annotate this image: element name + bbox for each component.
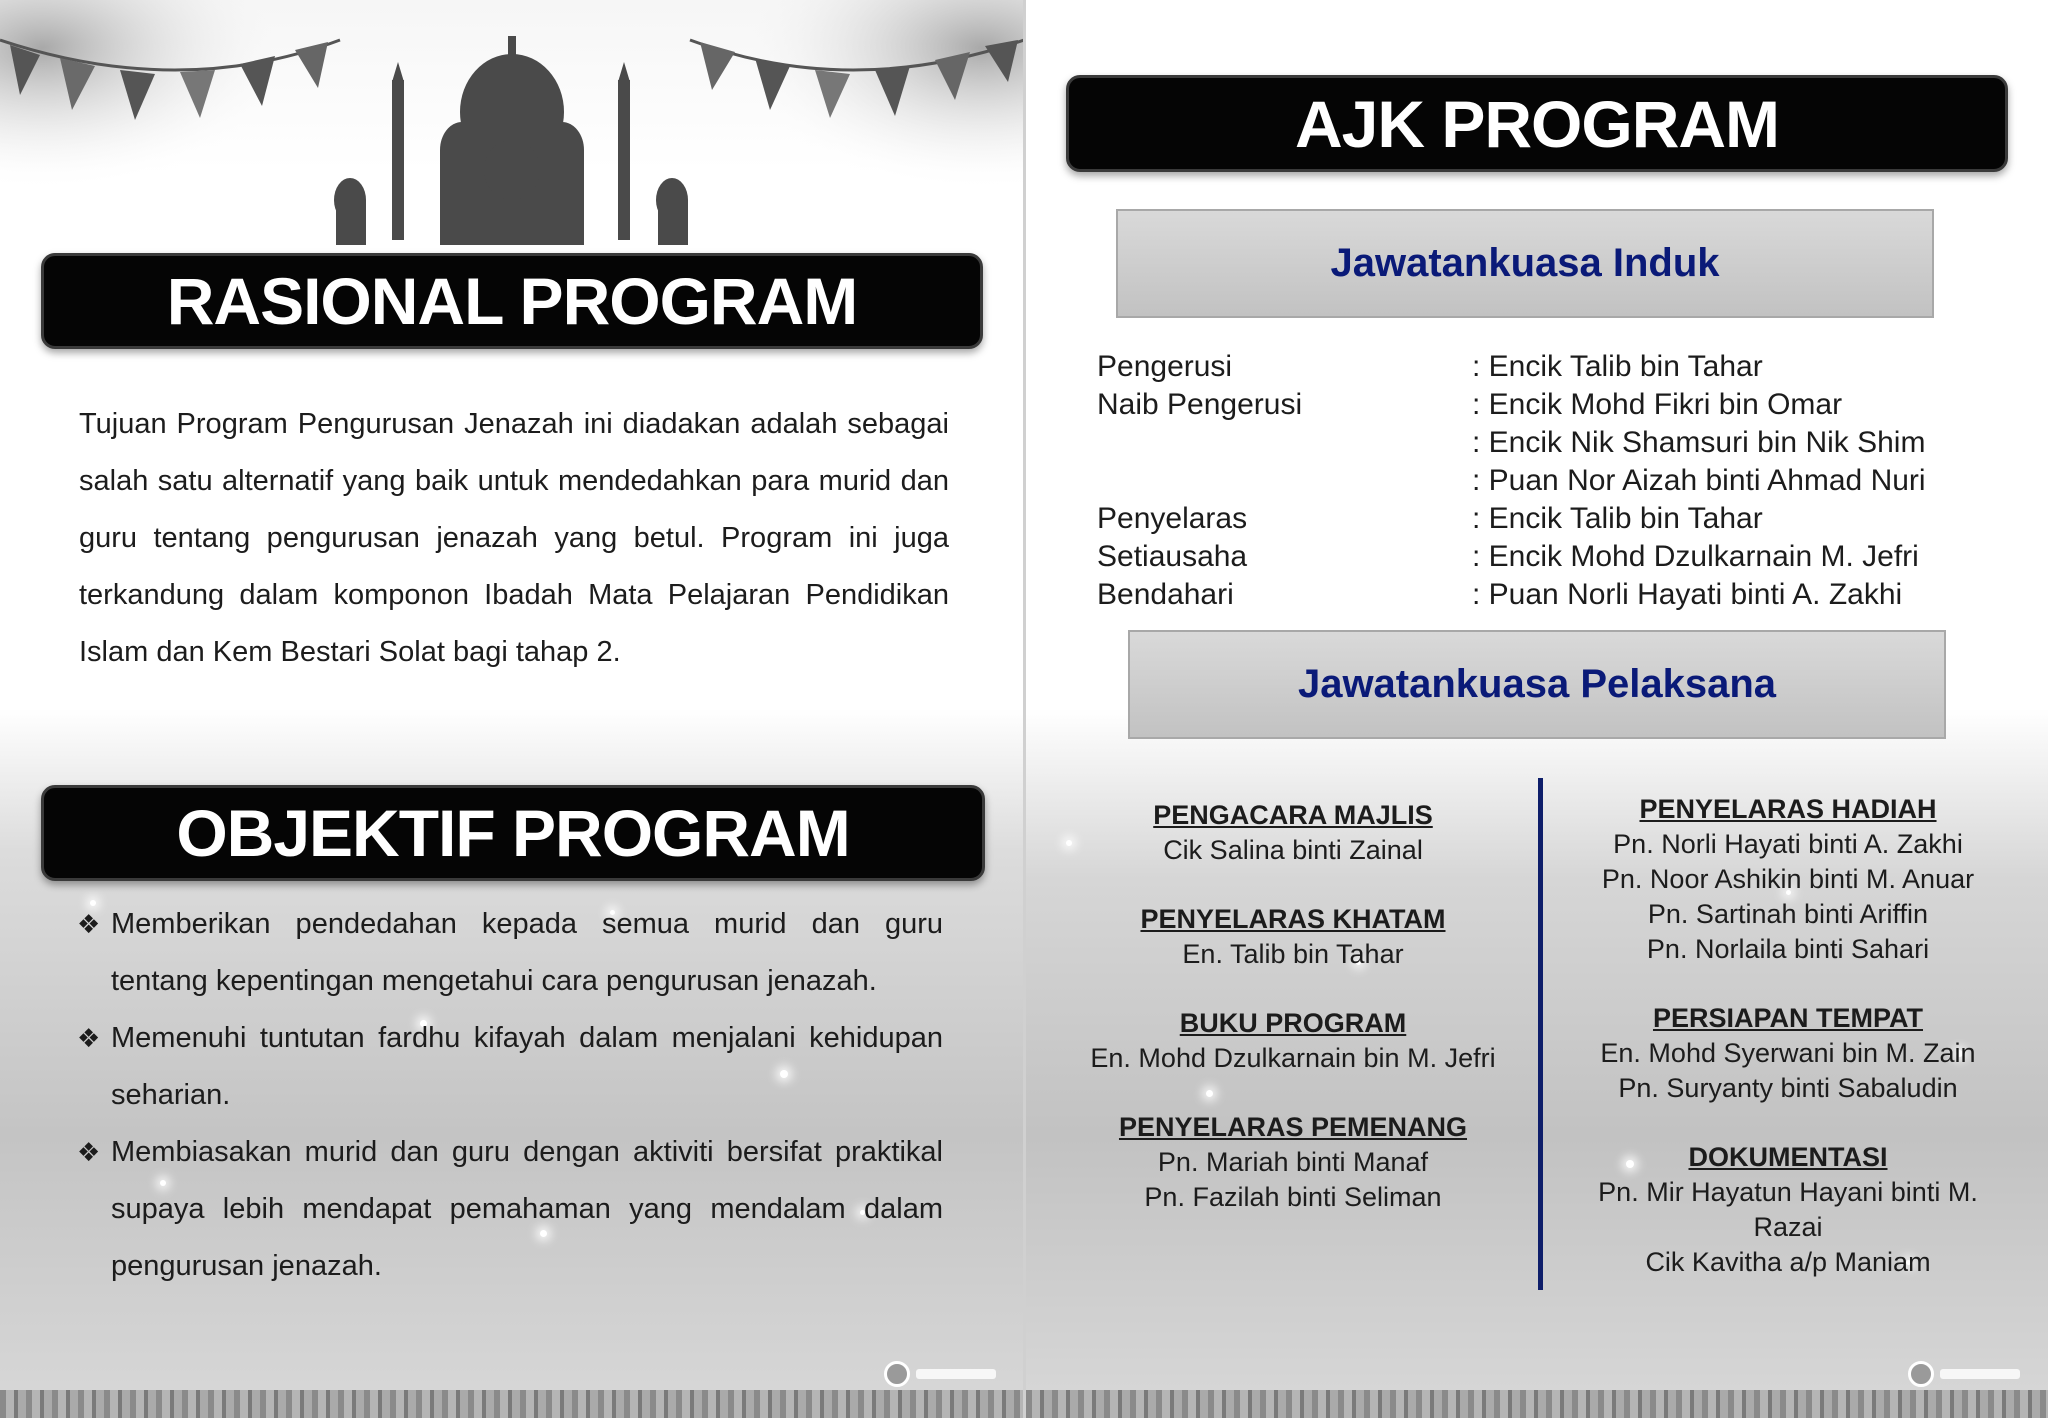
list-item: Setiausaha : Encik Mohd Dzulkarnain M. Jefri [1097,540,1919,573]
role-title: PENYELARAS HADIAH [1639,794,1937,824]
list-item: Naib Pengerusi : Encik Mohd Fikri bin Omar [1097,388,1843,421]
watermark-icon [1908,1361,1934,1387]
list-item: : Encik Nik Shamsuri bin Nik Shim [1472,426,1926,459]
list-item: : Puan Nor Aizah binti Ahmad Nuri [1472,464,1926,497]
induk-header: Jawatankuasa Induk [1116,209,1934,318]
pelaksana-header: Jawatankuasa Pelaksana [1128,630,1946,739]
decorative-border [0,1390,1024,1418]
list-item: ❖ Memberikan pendedahan kepada semua murid dan guru tentang kepentingan mengetahui cara pengurusan jenazah. [77,896,943,1010]
role-title: PENYELARAS PEMENANG [1118,1112,1468,1142]
list-item: BUKU PROGRAM En. Mohd Dzulkarnain bin M. Jefri [1070,1006,1516,1076]
role-title: PERSIAPAN TEMPAT [1652,1003,1923,1033]
list-item: Pengerusi : Encik Talib bin Tahar [1097,350,1763,383]
decorative-border [1026,1390,2048,1418]
objektif-list [77,896,943,1295]
role-title: DOKUMENTASI [1688,1142,1888,1172]
diamond-bullet-icon: ❖ [77,1023,101,1053]
rasional-body: Tujuan Program Pengurusan Jenazah ini diadakan adalah sebagai salah satu alternatif yang baik untuk mendedahkan para murid dan guru tentang pengurusan jenazah yang betul. Program ini juga terkandung dalam komponon Ibadah Mata Pelajaran Pendidikan Islam dan Kem Bestari Solat bagi tahap 2. [79,408,949,668]
column-divider [1538,778,1543,1290]
role-title: BUKU PROGRAM [1179,1008,1407,1038]
role-title: PENYELARAS KHATAM [1140,904,1446,934]
diamond-bullet-icon: ❖ [77,1137,101,1167]
diamond-bullet-icon: ❖ [77,909,101,939]
rasional-title: RASIONAL PROGRAM [166,264,858,338]
ajk-title: AJK PROGRAM [1294,86,1780,161]
list-item: PENYELARAS HADIAH Pn. Norli Hayati binti A. Zakhi Pn. Noor Ashikin binti M. Anuar Pn. Sartinah binti Ariffin Pn. Norlaila binti Sahari [1560,792,2016,967]
watermark-icon [884,1361,910,1387]
list-item: ❖ Memenuhi tuntutan fardhu kifayah dalam menjalani kehidupan seharian. [77,1010,943,1124]
list-item: DOKUMENTASI Pn. Mir Hayatun Hayani binti M. Razai Cik Kavitha a/p Maniam [1560,1140,2016,1280]
pelaksana-right-column [1560,792,2016,1314]
pelaksana-left-column [1070,798,1516,1249]
induk-list [1097,348,1926,614]
rasional-title-bar [41,253,983,349]
role-title: PENGACARA MAJLIS [1153,800,1433,830]
list-item: Penyelaras : Encik Talib bin Tahar [1097,502,1763,535]
mosque-banner-illustration [0,0,1024,260]
ajk-title-bar [1066,75,2008,172]
list-item: PERSIAPAN TEMPAT En. Mohd Syerwani bin M. Zain Pn. Suryanty binti Sabaludin [1560,1001,2016,1106]
list-item: ❖ Membiasakan murid dan guru dengan aktiviti bersifat praktikal supaya lebih mendapat pemahaman yang mendalam dalam pengurusan jenazah. [77,1124,943,1295]
list-item: PENYELARAS PEMENANG Pn. Mariah binti Manaf Pn. Fazilah binti Seliman [1070,1110,1516,1215]
list-item: PENGACARA MAJLIS Cik Salina binti Zainal [1070,798,1516,868]
objektif-title-bar [41,785,985,881]
objektif-title: OBJEKTIF PROGRAM [176,796,850,870]
list-item: PENYELARAS KHATAM En. Talib bin Tahar [1070,902,1516,972]
list-item: Bendahari : Puan Norli Hayati binti A. Zakhi [1097,578,1903,611]
watermark-logo [884,1360,1004,1388]
watermark-logo [1908,1360,2028,1388]
